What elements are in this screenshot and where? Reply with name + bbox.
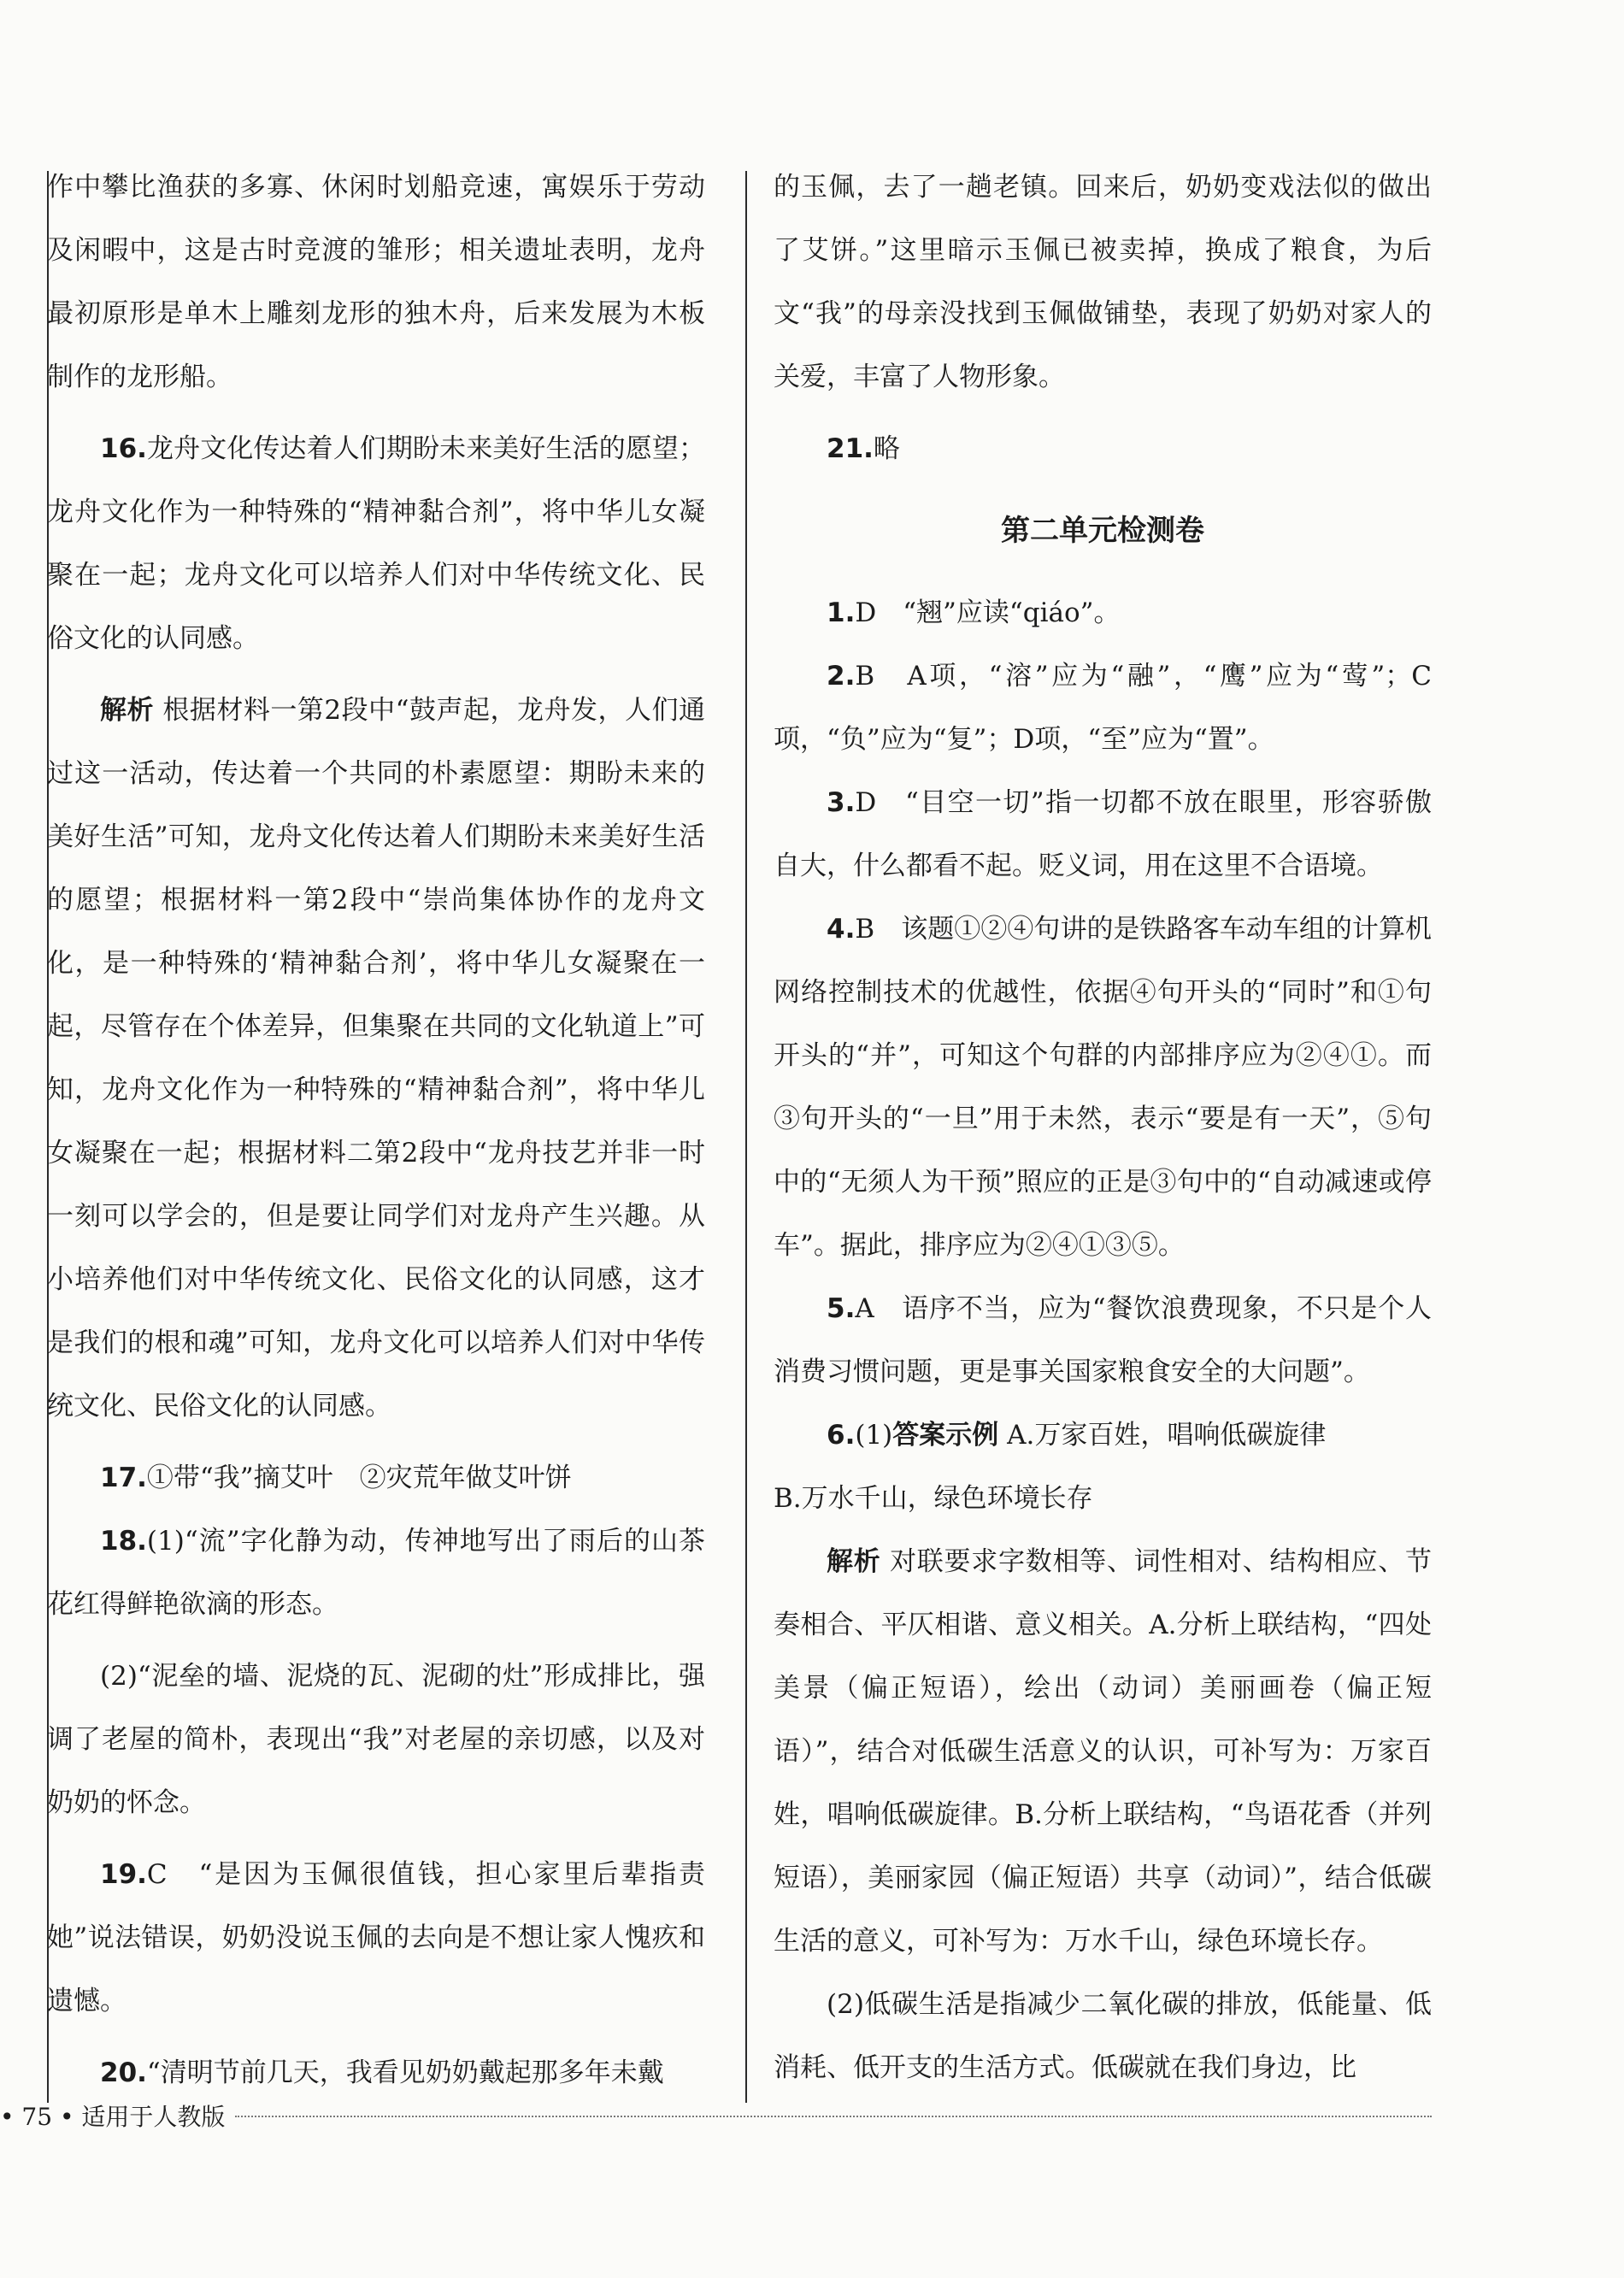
left-column bbox=[47, 156, 705, 2104]
answer-18-part1: 18.(1)“流”字化静为动，传神地写出了雨后的山茶花红得鲜艳欲滴的形态。 bbox=[47, 1526, 705, 1620]
answer-6-part2: (2)低碳生活是指减少二氧化碳的排放，低能量、低消耗、低开支的生活方式。低碳就在我们身边，比 bbox=[774, 1989, 1432, 2083]
page-footer bbox=[0, 2098, 225, 2133]
analysis-label: 解析 bbox=[100, 695, 155, 726]
analysis-16: 解析 根据材料一第2段中“鼓声起，龙舟发，人们通过这一活动，传达着一个共同的朴素愿望：期盼未来的美好生活”可知，龙舟文化传达着人们期盼未来美好生活的愿望；根据材料一第2段中“崇尚集体协作的龙舟文化，是一种特殊的‘精神黏合剂’，将中华儿女凝聚在一起，尽管存在个体差异，但集聚在共同的文化轨道上”可知，龙舟文化作为一种特殊的“精神黏合剂”，将中华儿女凝聚在一起；根据材料二第2段中“龙舟技艺并非一时一刻可以学会的，但是要让同学们对龙舟产生兴趣。从小培养他们对中华传统文化、民俗文化的认同感，这才是我们的根和魂”可知，龙舟文化可以培养人们对中华传统文化、民俗文化的认同感。 bbox=[47, 695, 705, 1422]
page-number: • 75 • bbox=[0, 2103, 74, 2131]
answer-6-part1: 6.(1)答案示例 A.万家百姓，唱响低碳旋律 bbox=[827, 1420, 1327, 1451]
answer-17: 17.①带“我”摘艾叶 ②灾荒年做艾叶饼 bbox=[100, 1463, 572, 1493]
right-column bbox=[774, 156, 1432, 2099]
answer-20-start: 20.“清明节前几天，我看见奶奶戴起那多年未戴 bbox=[100, 2057, 664, 2088]
answer-20-continued: 的玉佩，去了一趟老镇。回来后，奶奶变戏法似的做出了艾饼。”这里暗示玉佩已被卖掉，换成了粮食，为后文“我”的母亲没找到玉佩做铺垫，表现了奶奶对家人的关爱，丰富了人物形象。 bbox=[774, 172, 1432, 392]
section-heading: 第二单元检测卷 bbox=[1001, 514, 1204, 548]
left-continued-paragraph: 作中攀比渔获的多寡、休闲时划船竞速，寓娱乐于劳动及闲暇中，这是古时竞渡的雏形；相关遗址表明，龙舟最初原形是单木上雕刻龙形的独木舟，后来发展为木板制作的龙形船。 bbox=[47, 172, 705, 392]
answer-16: 16.龙舟文化传达着人们期盼未来美好生活的愿望；龙舟文化作为一种特殊的“精神黏合剂”，将中华儿女凝聚在一起；龙舟文化可以培养人们对中华传统文化、民俗文化的认同感。 bbox=[47, 433, 705, 654]
answer-19: 19.C “是因为玉佩很值钱，担心家里后辈指责她”说法错误，奶奶没说玉佩的去向是不想让家人愧疚和遗憾。 bbox=[47, 1859, 705, 2016]
answer-6-option-b: B.万水千山，绿色环境长存 bbox=[774, 1483, 1093, 1514]
answer-21: 21.略 bbox=[827, 433, 900, 464]
answer-4: 4.B 该题①②④句讲的是铁路客车动车组的计算机网络控制技术的优越性，依据④句开头的“同时”和①句开头的“并”，可知这个句群的内部排序应为②④①。而③句开头的“一旦”用于未然，表示“要是有一天”，⑤句中的“无须人为干预”照应的正是③句中的“自动减速或停车”。据此，排序应为②④①③⑤。 bbox=[774, 914, 1432, 1261]
answer-1: 1.D “翘”应读“qiáo”。 bbox=[827, 597, 1121, 628]
answer-2: 2.B A项，“溶”应为“融”，“鹰”应为“莺”；C项，“负”应为“复”；D项，“至”应为“置”。 bbox=[774, 661, 1432, 755]
answer-3: 3.D “目空一切”指一切都不放在眼里，形容骄傲自大，什么都看不起。贬义词，用在这里不合语境。 bbox=[774, 787, 1432, 881]
footer-dotted-rule bbox=[235, 2116, 1432, 2117]
answer-example-label: 答案示例 bbox=[892, 1420, 999, 1451]
column-divider bbox=[745, 171, 747, 2103]
edition-label: 适用于人教版 bbox=[81, 2103, 226, 2131]
answer-18-part2: (2)“泥垒的墙、泥烧的瓦、泥砌的灶”形成排比，强调了老屋的简朴，表现出“我”对老屋的亲切感，以及对奶奶的怀念。 bbox=[47, 1661, 705, 1818]
analysis-label: 解析 bbox=[827, 1546, 881, 1577]
answer-5: 5.A 语序不当，应为“餐饮浪费现象，不只是个人消费习惯问题，更是事关国家粮食安全的大问题”。 bbox=[774, 1293, 1432, 1387]
analysis-6: 解析 对联要求字数相等、词性相对、结构相应、节奏相合、平仄相谐、意义相关。A.分析上联结构，“四处美景（偏正短语），绘出（动词）美丽画卷（偏正短语）”，结合对低碳生活意义的认识，可补写为：万家百姓，唱响低碳旋律。B.分析上联结构，“鸟语花香（并列短语），美丽家园（偏正短语）共享（动词）”，结合低碳生活的意义，可补写为：万水千山，绿色环境长存。 bbox=[774, 1546, 1432, 1957]
